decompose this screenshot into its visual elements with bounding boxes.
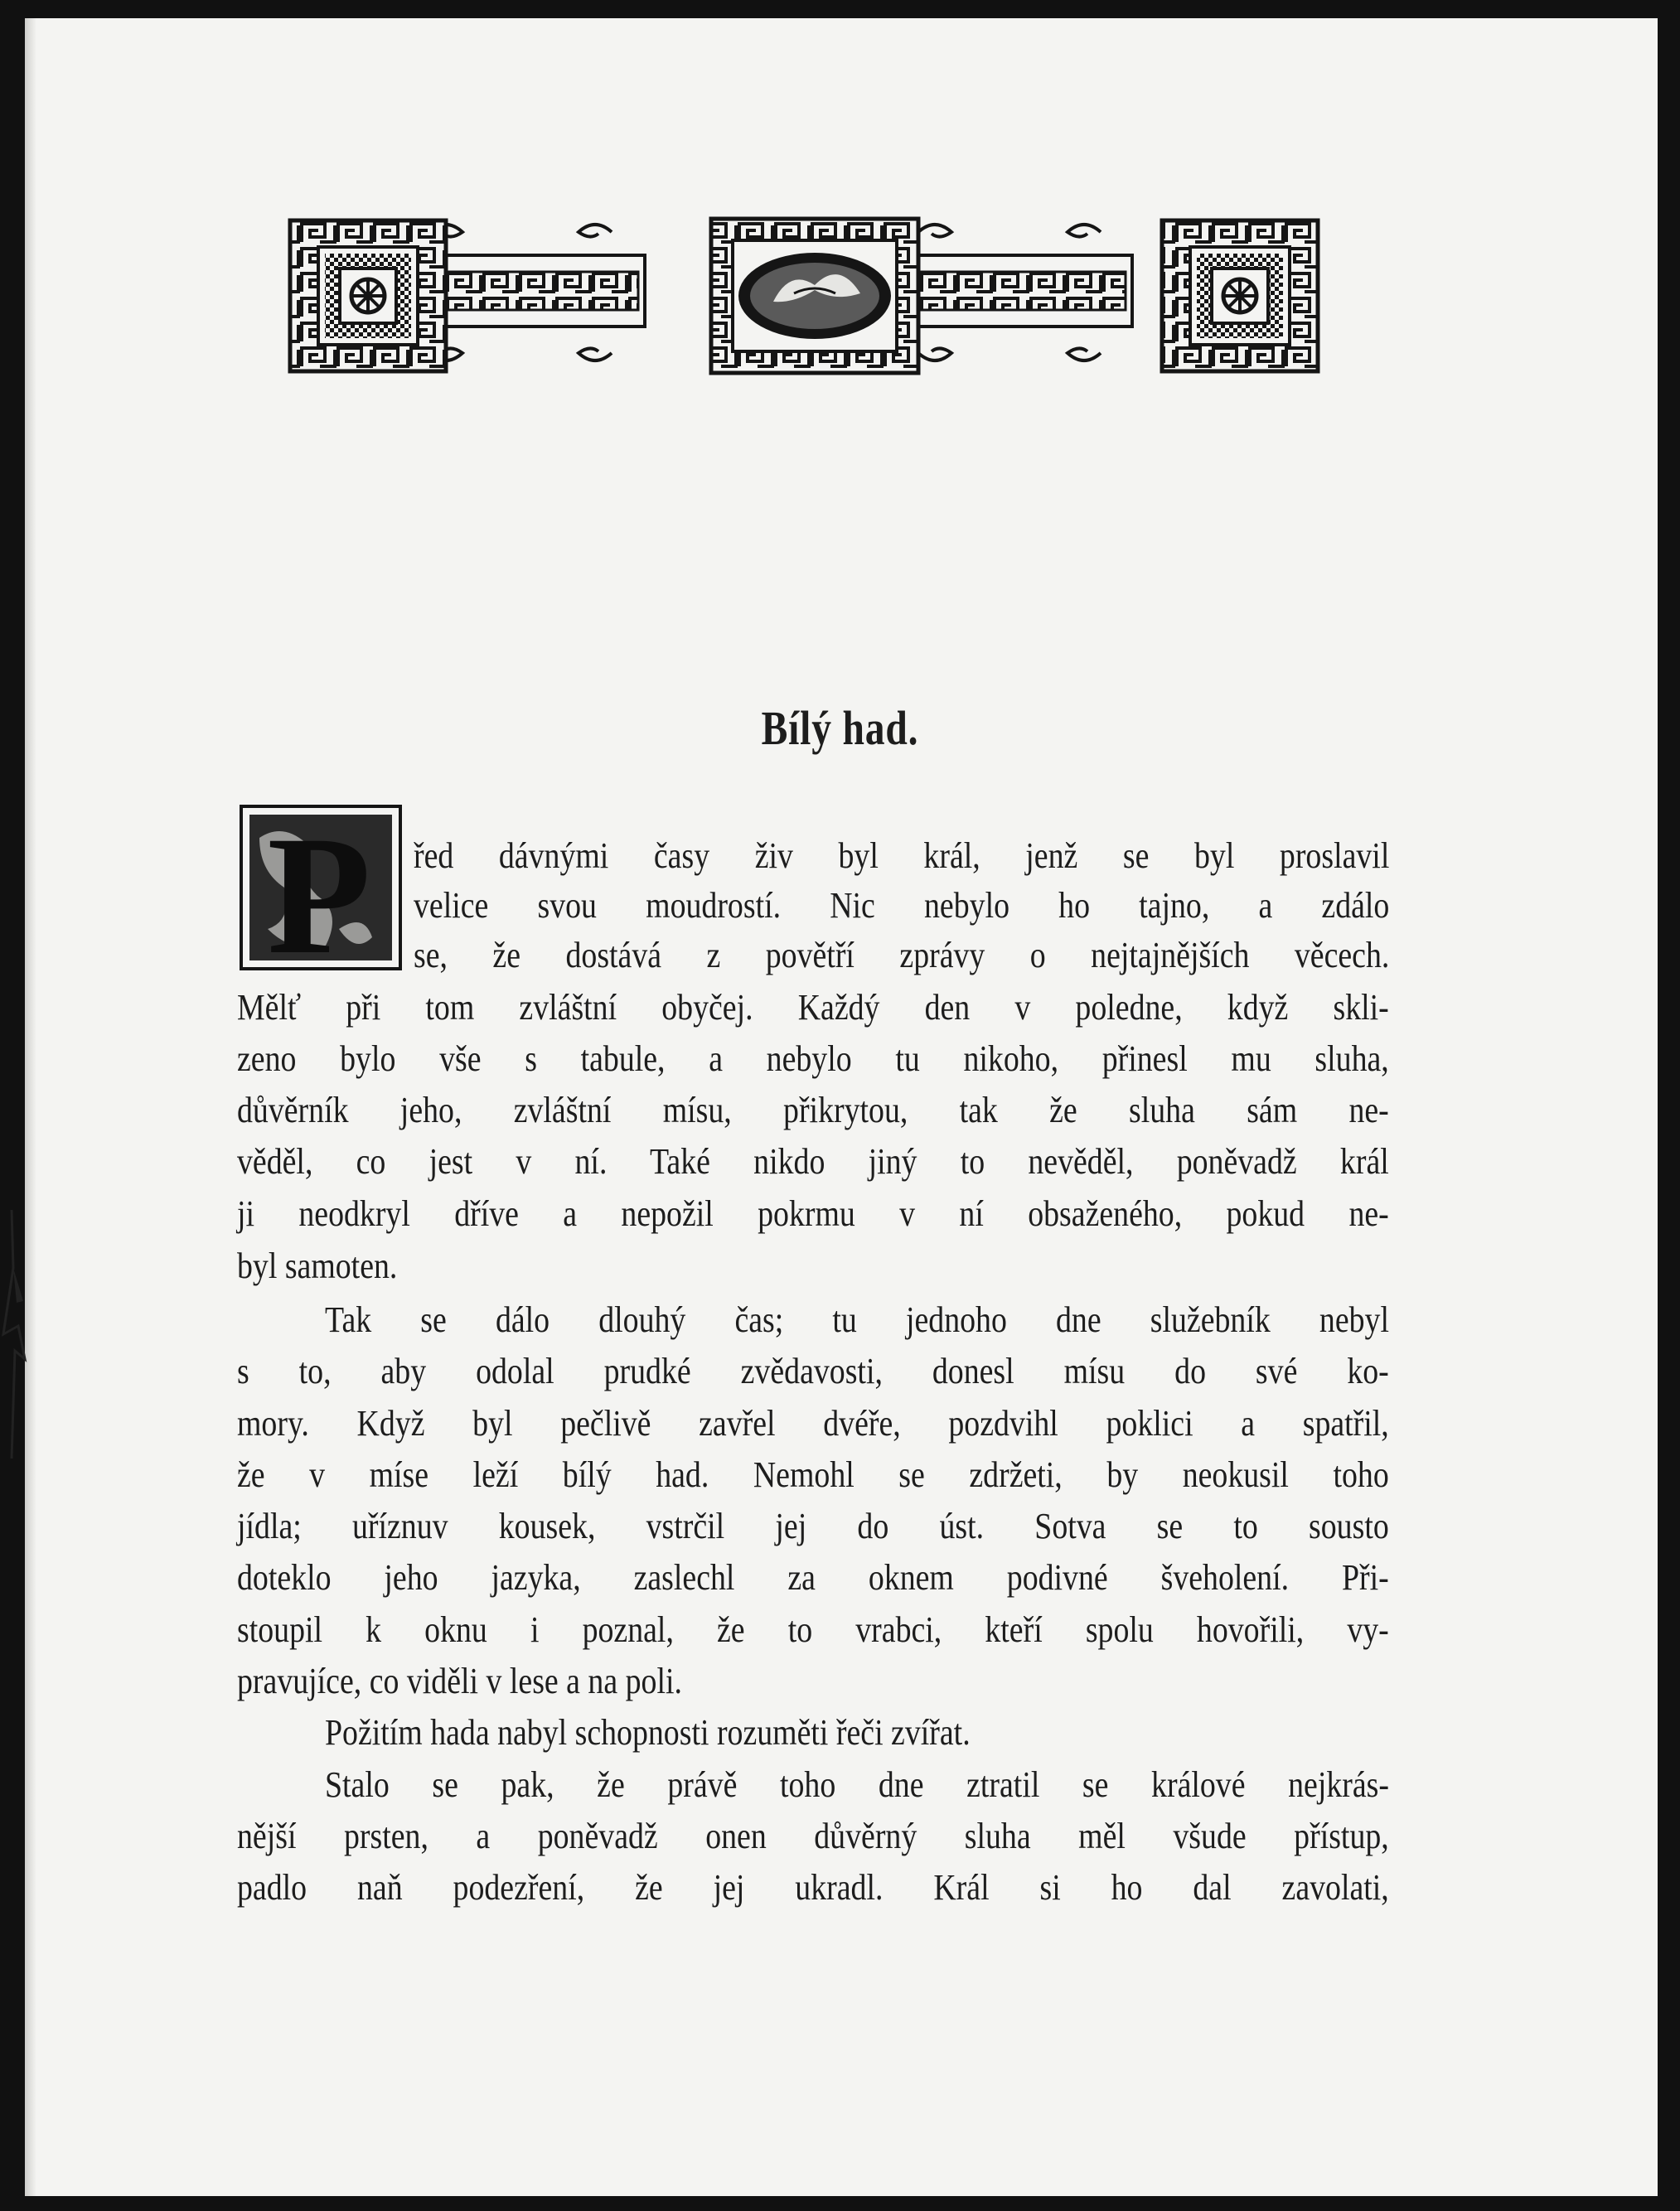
- text-line: jídla; uříznuv kousek, vstrčil jej do úst. Sotva se to sousto: [237, 1506, 1389, 1546]
- text-line: důvěrník jeho, zvláštní mísu, přikrytou, tak že sluha sám ne-: [237, 1090, 1389, 1130]
- headpiece-ornament: [264, 196, 1341, 386]
- text-line: stoupil k oknu i poznal, že to vrabci, kteří spolu hovořili, vy-: [237, 1609, 1389, 1650]
- text-line: s to, aby odolal prudké zvědavosti, donesl mísu do své ko-: [237, 1351, 1389, 1391]
- text-line: věděl, co jest v ní. Také nikdo jiný to nevěděl, poněvadž král: [237, 1141, 1389, 1182]
- text-line: Požitím hada nabyl schopnosti rozuměti řeči zvířat.: [325, 1712, 971, 1753]
- text-line: padlo naň podezření, že jej ukradl. Král si ho dal zavolati,: [237, 1867, 1389, 1908]
- page-edge-shadow: [25, 18, 36, 2196]
- text-line: Stalo se pak, že právě toho dne ztratil se králové nejkrás-: [325, 1764, 1389, 1805]
- chapter-title: Bílý had.: [761, 701, 919, 755]
- text-line: Tak se dálo dlouhý čas; tu jednoho dne služebník nebyl: [325, 1299, 1389, 1340]
- ornamental-initial: [240, 805, 402, 970]
- text-line: že v míse leží bílý had. Nemohl se zdržeti, by neokusil toho: [237, 1454, 1389, 1495]
- text-line: doteklo jeho jazyka, zaslechl za oknem podivné šveholení. Při-: [237, 1557, 1389, 1598]
- text-line: nější prsten, a poněvadž onen důvěrný sluha měl všude přístup,: [237, 1816, 1389, 1856]
- text-line: byl samoten.: [237, 1246, 398, 1286]
- text-line: se, že dostává z povětří zprávy o nejtajnějších věcech.: [414, 935, 1390, 975]
- text-line: pravujíce, co viděli v lese a na poli.: [237, 1661, 682, 1701]
- text-line: ji neodkryl dříve a nepožil pokrmu v ní obsaženého, pokud ne-: [237, 1193, 1389, 1234]
- text-line: Mělť při tom zvláštní obyčej. Každý den v poledne, když skli-: [237, 987, 1389, 1028]
- text-line: mory. Když byl pečlivě zavřel dvéře, pozdvihl poklici a spatřil,: [237, 1403, 1389, 1444]
- binding-thread-mark: [0, 1210, 28, 1459]
- text-line: řed dávnými časy živ byl král, jenž se byl proslavil: [414, 835, 1390, 876]
- text-line: velice svou moudrostí. Nic nebylo ho tajno, a zdálo: [414, 885, 1390, 926]
- text-line: zeno bylo vše s tabule, a nebylo tu nikoho, přinesl mu sluha,: [237, 1038, 1389, 1079]
- initial-letter: P: [267, 805, 371, 970]
